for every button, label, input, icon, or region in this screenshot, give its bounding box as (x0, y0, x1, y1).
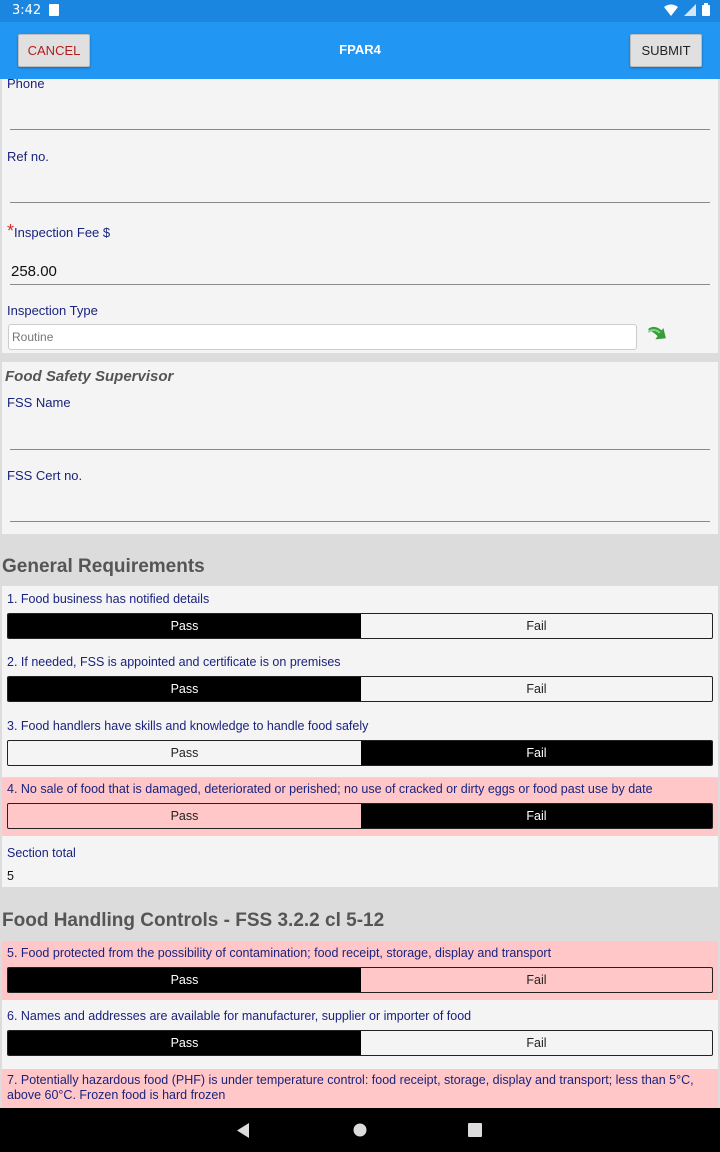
submit-button[interactable]: SUBMIT (630, 34, 702, 67)
fss-name-label: FSS Name (7, 395, 71, 410)
pass-fail-toggle[interactable] (7, 740, 713, 766)
back-icon[interactable] (237, 1123, 251, 1138)
recents-icon[interactable] (468, 1123, 482, 1137)
form-scroll-area[interactable] (0, 79, 720, 1108)
required-marker: * (7, 221, 15, 241)
status-icons (664, 3, 710, 16)
phone-input[interactable] (10, 129, 710, 130)
pass-option[interactable]: Pass (170, 809, 199, 823)
wifi-icon (664, 4, 678, 16)
pass-fail-toggle[interactable] (7, 803, 713, 829)
question-7 (2, 1069, 718, 1108)
pass-option[interactable]: Pass (8, 614, 361, 638)
ref-input[interactable] (10, 202, 710, 203)
section-title-handling: Food Handling Controls - FSS 3.2.2 cl 5-12 (2, 910, 385, 931)
fail-option[interactable]: Fail (361, 741, 712, 765)
sd-card-icon (49, 4, 59, 16)
section-total (2, 836, 718, 887)
cell-signal-icon (684, 4, 696, 16)
question-3 (2, 713, 718, 777)
section-total-value: 5 (7, 869, 14, 883)
status-time: 3:42 (12, 3, 42, 18)
pass-fail-toggle[interactable] (7, 1030, 713, 1056)
question-text: 3. Food handlers have skills and knowledge to handle food safely (7, 719, 369, 733)
question-text: 4. No sale of food that is damaged, deteriorated or perished; no use of cracked or dirty eggs or food past use by date (7, 782, 653, 796)
cancel-button[interactable]: CANCEL (18, 34, 90, 67)
pass-fail-toggle[interactable] (7, 613, 713, 639)
question-text: 6. Names and addresses are available for manufacturer, supplier or importer of food (7, 1009, 472, 1023)
question-text: 2. If needed, FSS is appointed and certificate is on premises (7, 655, 341, 669)
ref-label: Ref no. (7, 149, 49, 164)
section-title-general: General Requirements (2, 556, 205, 577)
question-text: 1. Food business has notified details (7, 592, 210, 606)
question-2 (2, 649, 718, 713)
pass-option[interactable]: Pass (8, 1031, 361, 1055)
home-icon[interactable] (353, 1123, 367, 1137)
question-1 (2, 586, 718, 649)
question-4 (2, 778, 718, 836)
status-bar (0, 0, 720, 22)
fee-label: *Inspection Fee $ (7, 221, 111, 241)
pass-fail-toggle[interactable] (7, 967, 713, 993)
question-5 (2, 941, 718, 1000)
fss-card (2, 362, 718, 534)
fail-option[interactable]: Fail (526, 1036, 547, 1050)
form-title: FPAR4 (339, 42, 381, 57)
fee-input[interactable]: 258.00 (11, 263, 57, 280)
navigation-bar (0, 1108, 720, 1152)
fail-option[interactable]: Fail (526, 619, 547, 633)
details-card (2, 79, 718, 353)
pass-option[interactable]: Pass (8, 968, 361, 992)
fss-name-input[interactable] (10, 449, 710, 450)
pass-fail-toggle[interactable] (7, 676, 713, 702)
fail-option[interactable]: Fail (526, 973, 547, 987)
fss-cert-label: FSS Cert no. (7, 468, 83, 483)
question-text: 7. Potentially hazardous food (PHF) is under temperature control: food receipt, storage, display and transport; less than 5°C, above 60°C. Frozen food is hard frozen (7, 1073, 694, 1102)
pass-option[interactable]: Pass (170, 746, 199, 760)
question-6 (2, 1000, 718, 1069)
battery-icon (702, 3, 710, 16)
app-bar (0, 22, 720, 79)
inspection-type-select[interactable]: Routine (8, 324, 637, 350)
fss-cert-input[interactable] (10, 521, 710, 522)
fss-heading: Food Safety Supervisor (5, 368, 174, 385)
fail-option[interactable]: Fail (361, 804, 712, 828)
inspection-type-label: Inspection Type (7, 303, 98, 318)
fail-option[interactable]: Fail (526, 682, 547, 696)
download-arrow-icon[interactable] (642, 325, 668, 349)
phone-label: Phone (7, 79, 45, 91)
section-total-label: Section total (7, 846, 76, 860)
question-text: 5. Food protected from the possibility of contamination; food receipt, storage, display and transport (7, 946, 552, 960)
fee-underline (10, 284, 710, 285)
pass-option[interactable]: Pass (8, 677, 361, 701)
